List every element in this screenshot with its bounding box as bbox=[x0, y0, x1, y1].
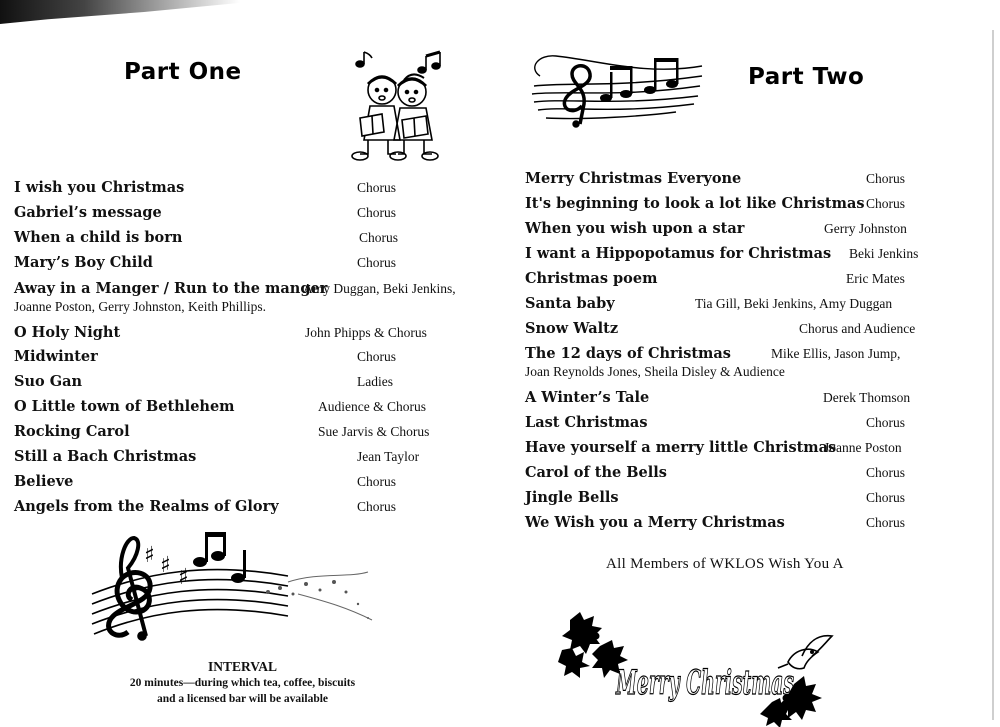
svg-text:♯: ♯ bbox=[178, 565, 189, 590]
list-item: Mary’s Boy Child bbox=[14, 254, 153, 271]
list-item: Gabriel’s message bbox=[14, 204, 162, 221]
performer-label: Chorus bbox=[359, 230, 399, 245]
performer-label: Joanne Poston bbox=[824, 440, 902, 455]
performer-label: Gerry Johnston bbox=[824, 221, 907, 236]
performer-label: Chorus bbox=[866, 415, 906, 430]
music-staff-swirl-icon bbox=[526, 46, 704, 128]
list-item: I wish you Christmas bbox=[14, 179, 185, 196]
performer-label: Mike Ellis, Jason Jump, bbox=[771, 346, 901, 361]
performer-label: Chorus bbox=[357, 180, 397, 195]
performer-label: Eric Mates bbox=[846, 271, 905, 286]
performer-label: Chorus bbox=[357, 499, 397, 514]
list-item: Snow Waltz bbox=[525, 320, 619, 337]
list-item: Merry Christmas Everyone bbox=[525, 170, 742, 187]
performer-continuation: Joan Reynolds Jones, Sheila Disley & Audience bbox=[525, 364, 785, 379]
list-item: I want a Hippopotamus for Christmas bbox=[525, 245, 832, 262]
closing-message: All Members of WKLOS Wish You A bbox=[606, 556, 844, 572]
interval-notice bbox=[110, 659, 375, 707]
performer-label: Chorus bbox=[357, 474, 397, 489]
performer-label: Derek Thomson bbox=[823, 390, 911, 405]
list-item: Rocking Carol bbox=[14, 423, 130, 440]
performer-label: Chorus bbox=[866, 490, 906, 505]
performer-label: John Phipps & Chorus bbox=[305, 325, 427, 340]
performer-label: Chorus bbox=[357, 349, 397, 364]
performer-label: Audience & Chorus bbox=[318, 399, 426, 414]
greeting-art-text: Merry Christmas bbox=[615, 663, 794, 703]
holly-dove-icon bbox=[556, 606, 856, 722]
list-item: O Holy Night bbox=[14, 324, 121, 341]
performer-continuation: Joanne Poston, Gerry Johnston, Keith Phillips. bbox=[14, 299, 266, 314]
list-item: Have yourself a merry little Christmas bbox=[525, 439, 837, 456]
treble-clef-notes-icon bbox=[88, 532, 378, 642]
performer-label: Chorus and Audience bbox=[799, 321, 916, 336]
performer-label: Chorus bbox=[866, 196, 906, 211]
performer-label: Chorus bbox=[866, 515, 906, 530]
performer-label: Chorus bbox=[866, 171, 906, 186]
performer-label: Tia Gill, Beki Jenkins, Amy Duggan bbox=[695, 296, 893, 311]
list-item: Christmas poem bbox=[525, 270, 658, 287]
part-one-title: Part One bbox=[124, 59, 242, 85]
part-two-title: Part Two bbox=[748, 64, 865, 90]
list-item: When you wish upon a star bbox=[525, 220, 745, 237]
performer-label: Beki Jenkins bbox=[849, 246, 919, 261]
list-item: Believe bbox=[14, 473, 74, 490]
svg-text:♯: ♯ bbox=[160, 553, 171, 578]
list-item: O Little town of Bethlehem bbox=[14, 398, 235, 415]
list-item: Away in a Manger / Run to the manger bbox=[14, 280, 328, 297]
list-item: Midwinter bbox=[14, 348, 98, 365]
list-item: The 12 days of Christmas bbox=[525, 345, 731, 362]
performer-label: Sue Jarvis & Chorus bbox=[318, 424, 430, 439]
performer-label: Ladies bbox=[357, 374, 393, 389]
scan-shadow bbox=[0, 0, 240, 24]
performer-label: Chorus bbox=[866, 465, 906, 480]
list-item: It's beginning to look a lot like Christmas bbox=[525, 195, 865, 212]
performer-label: Jean Taylor bbox=[357, 449, 420, 464]
interval-line-2: and a licensed bar will be available bbox=[156, 693, 329, 705]
list-item: Angels from the Realms of Glory bbox=[14, 498, 279, 515]
list-item: We Wish you a Merry Christmas bbox=[525, 514, 785, 531]
list-item: A Winter’s Tale bbox=[525, 389, 650, 406]
list-item: Jingle Bells bbox=[525, 489, 619, 506]
list-item: Suo Gan bbox=[14, 373, 83, 390]
performer-label: Chorus bbox=[357, 205, 397, 220]
list-item: Carol of the Bells bbox=[525, 464, 667, 481]
performer-label: Amy Duggan, Beki Jenkins, bbox=[303, 281, 456, 296]
carol-singers-illustration bbox=[344, 48, 450, 164]
interval-heading: INTERVAL bbox=[207, 659, 278, 674]
list-item: Last Christmas bbox=[525, 414, 648, 431]
svg-text:♯: ♯ bbox=[144, 543, 155, 568]
performer-label: Chorus bbox=[357, 255, 397, 270]
scan-edge bbox=[992, 30, 994, 720]
list-item: When a child is born bbox=[14, 229, 183, 246]
interval-line-1: 20 minutes—during which tea, coffee, biscuits bbox=[129, 677, 356, 689]
list-item: Still a Bach Christmas bbox=[14, 448, 197, 465]
list-item: Santa baby bbox=[525, 295, 615, 312]
